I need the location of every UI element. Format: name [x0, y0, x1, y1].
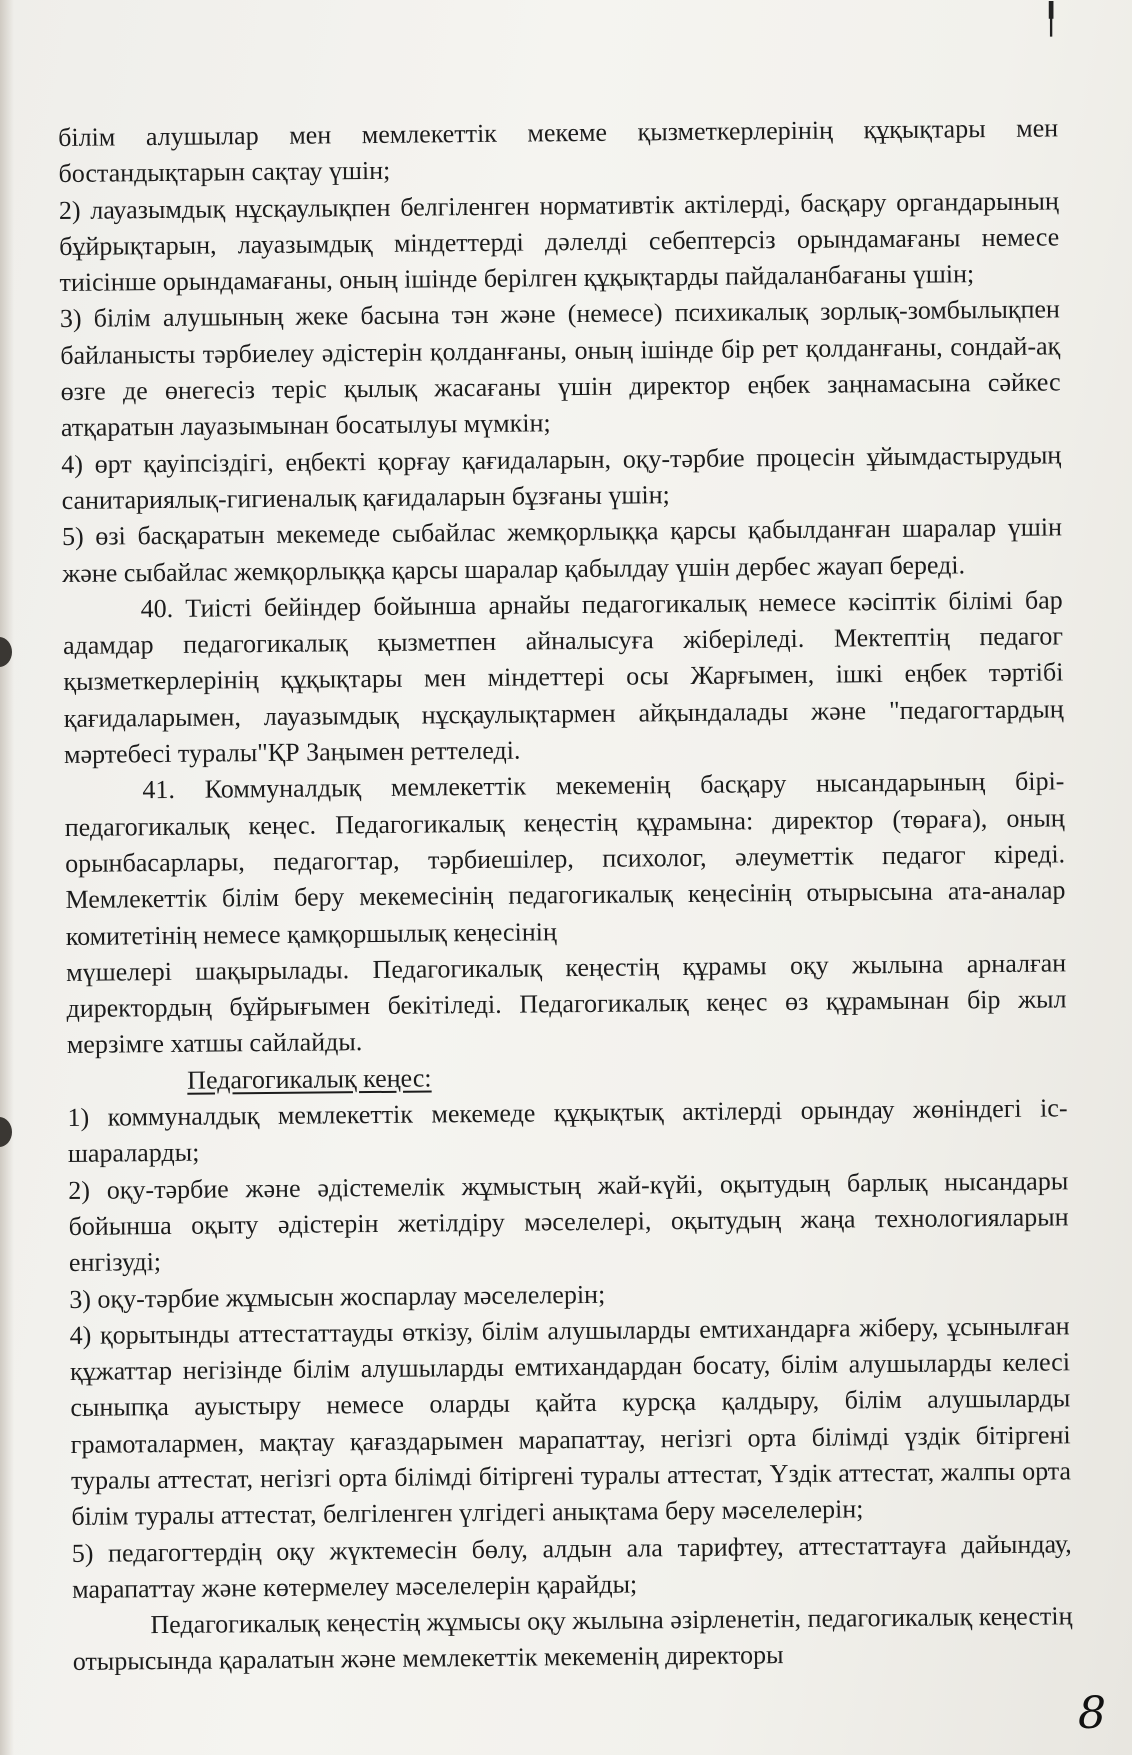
list-item: 4) қорытынды аттестаттауды өткізу, білім алушыларды емтихандарға жіберу, ұсынылған құжаттар негізінде білім алушыларды емтихандардан босату, білім алушыларды келесі сыныпқа ауыстыру немесе оларды қайта курсқа қалдыру, білім алушыларды грамоталармен, мақтау қағаздарымен марапаттау, негізгі орта білімді үздік бітіргені туралы аттестат, негізгі орта білімді бітіргені туралы аттестат, Үздік аттестат, жалпы орта білім туралы аттестат, белгіленген үлгідегі анықтама беру мәселелерін;	[69, 1311, 1072, 1532]
paragraph-continuation: мүшелері шақырылады. Педагогикалық кеңестің құрамы оқу жылына арналған директордың бұйрығымен бекітіледі. Педагогикалық кеңес өз құрамынан бір жыл мерзімге хатшы сайлайды.	[66, 948, 1067, 1060]
closing-paragraph: Педагогикалық кеңестің жұмысы оқу жылына әзірленетін, педагогикалық кеңестің отырысында қаралатын және мемлекеттік мекеменің директоры	[72, 1601, 1073, 1677]
text-line: білім алушылар мен мемлекеттік мекеме қызметкерлерінің құқықтары мен бостандықтарын сақтау үшін;	[58, 113, 1059, 189]
document-body	[58, 110, 1073, 1680]
list-item: 2) оқу-тәрбие және әдістемелік жұмыстың жай-күйі, оқытудың барлық нысандары бойынша оқыту әдістерін жетілдіру мәселелері, оқытудың жаңа технологияларын енгізуді;	[68, 1165, 1069, 1278]
list-item: 3) білім алушының жеке басына тән және (немесе) психикалық зорлық-зомбылықпен байланысты тәрбиелеу әдістерін қолданғаны, оның ішінде бір рет қолданғаны, сондай-ақ өзге де өнегесіз теріс қылық жасағаны үшін директор еңбек заңнамасына сәйкес атқаратын лауазымынан босатылуы мүмкін;	[59, 294, 1061, 443]
list-item: 5) өзі басқаратын мекемеде сыбайлас жемқорлыққа қарсы қабылданған шаралар үшін және сыбайлас жемқорлыққа қарсы шаралар қабылдау үшін дербес жауап береді.	[61, 512, 1063, 588]
paragraph-41: 41. Коммуналдық мемлекеттік мекеменің басқару нысандарының бірі-педагогикалық кеңес. Педагогикалық кеңестің құрамына: директор (төраға), оның орынбасарлары, педагогтар, тәрбиешілер, психолог, әлеуметтік педагог кіреді. Мемлекеттік білім беру мекемесінің педагогикалық кеңесінің отырысына ата-аналар комитетінің немесе қамқоршылық кеңесінің	[64, 766, 1066, 951]
list-item: 3) оқу-тәрбие жұмысын жоспарлау мәселелерін;	[69, 1279, 606, 1314]
page-number: 8	[1078, 1688, 1106, 1739]
list-item: 2) лауазымдық нұсқаулықпен белгіленген нормативтік актілерді, басқару органдарының бұйрықтарын, лауазымдық міндеттерді дәлелді себептерсіз орындамағаны немесе тиісінше орындамағаны, оның ішінде берілген құқықтарды пайдаланбағаны үшін;	[58, 185, 1060, 298]
list-item: 4) өрт қауіпсіздігі, еңбекті қорғау қағидаларын, оқу-тәрбие процесін ұйымдастырудың санитариялық-гигиеналық қағидаларын бұзғаны үшін;	[61, 440, 1062, 515]
section-heading: Педагогикалық кеңес:	[187, 1063, 432, 1095]
list-item: 5) педагогтердің оқу жүктемесін бөлу, алдын ала тарифтеу, аттестаттауға дайындау, марапаттау және көтермелеу мәселелерін қарайды;	[71, 1528, 1072, 1604]
list-item: 1) коммуналдық мемлекеттік мекемеде құқықтық актілерді орындау жөніндегі іс-шараларды;	[67, 1093, 1068, 1169]
paragraph-40: 40. Тиісті бейіндер бойынша арнайы педагогикалық немесе кәсіптік білімі бар адамдар педагогикалық қызметпен айналысуға жіберіледі. Мектептің педагог қызметкерлерінің құқықтары мен міндеттері осы Жарғымен, ішкі еңбек тәртібі қағидаларымен, лауазымдық нұсқаулықтармен айқындалады және "педагогтардың мәртебесі туралы"ҚР Заңымен реттеледі.	[62, 585, 1064, 770]
page-shadow-edge	[0, 0, 14, 1755]
corner-pen-mark: ╿	[1042, 2, 1061, 37]
